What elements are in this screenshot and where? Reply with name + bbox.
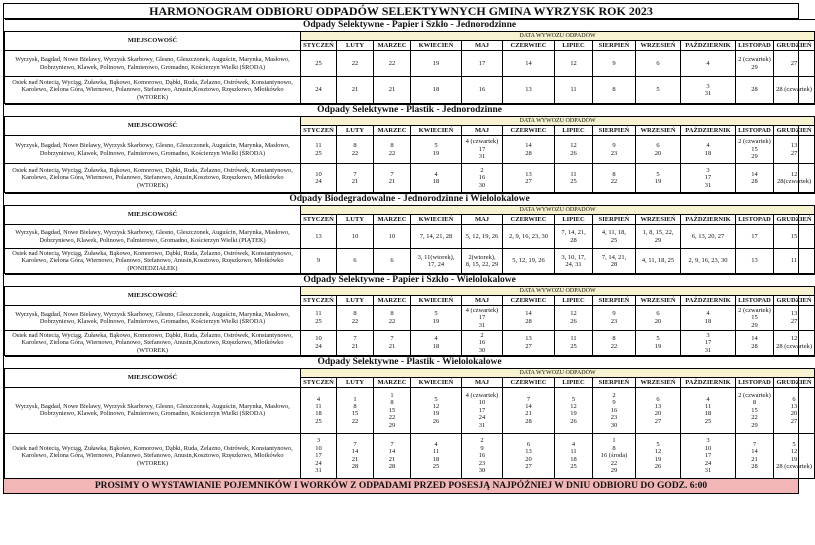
locality-list: Osiek nad Notecią, Wyciąg, Żuławka, Bąkowo, Komorowo, Dąbki, Ruda, Żelazno, Ostrówek, Konstantynowo, Karolewo, Zielona Góra, Wiernowo, Polanowo, Stefanowo, Anusin,Kosztowo, Rzęszkowo, Młotkówko (WTOREK) [5,77,301,104]
month-header: MAJ [462,126,503,136]
pickup-dates-cell: 8 [593,77,636,104]
pickup-dates-cell: 13 [301,225,337,249]
month-header: KWIECIEŃ [411,41,462,51]
pickup-dates-cell: 2 16 30 [462,330,503,355]
pickup-dates-cell: 2, 9, 16, 23, 30 [503,225,555,249]
month-header: WRZESIEŃ [636,126,681,136]
month-header: STYCZEŃ [301,215,337,225]
pickup-dates-cell: 7 14 21 28 [503,387,555,433]
table-row [5,164,815,193]
pickup-dates-cell: 12 28 (czwartek) [774,330,815,355]
pickup-dates-cell: 9 23 [593,305,636,330]
pickup-dates-cell: 7 14 21 28 [736,433,774,478]
pickup-dates-cell: 11 [774,249,815,274]
pickup-dates-cell: 28 [736,77,774,104]
place-column-header: MIEJSCOWOŚĆ [5,32,301,51]
pickup-dates-cell: 4, 11, 18, 25 [593,225,636,249]
pickup-dates-cell: 7 21 [374,330,411,355]
month-header: MARZEC [374,126,411,136]
month-header: CZERWIEC [503,295,555,305]
pickup-dates-cell: 4 18 [411,330,462,355]
pickup-dates-cell: 7, 14, 21, 28 [411,225,462,249]
section-title: Odpady Selektywne - Papier i Szkło - Wielolokalowe [5,274,815,286]
pickup-dates-cell: 4 (czwartek) 17 31 [462,305,503,330]
month-header: LUTY [337,41,374,51]
month-header: LIPIEC [555,215,593,225]
pickup-dates-cell: 2 9 16 23 30 [462,433,503,478]
pickup-dates-cell: 1 8 16 (środa) 22 29 [593,433,636,478]
locality-list: Wyrzysk, Bagdad, Nowe Bielawy, Wyrzysk Skarbowy, Glesno, Gleszczonek, Auguścin, Marynka, Masłowo, Dobrzyniewo, Klawek, Polinowo, Falmierowo, Gromadno, Kościerzyn Wielki (PIĄTEK) [5,225,301,249]
sections-container [4,19,813,479]
section-table [4,104,815,193]
pickup-dates-cell: 15 [774,225,815,249]
pickup-dates-cell: 14 28 [503,305,555,330]
pickup-dates-cell: 7, 14, 21, 28 [555,225,593,249]
pickup-dates-cell: 1 8 15 22 29 [374,387,411,433]
pickup-dates-cell: 10 24 [301,330,337,355]
month-header: MAJ [462,215,503,225]
pickup-dates-cell: 2 16 30 [462,164,503,193]
pickup-dates-cell: 6 20 [636,305,681,330]
pickup-dates-cell: 9 [301,249,337,274]
section-title: Odpady Biodegradowalne - Jednorodzinne i Wielolokalowe [5,194,815,206]
pickup-dates-cell: 4 (czwartek) 17 31 [462,136,503,164]
month-header: LISTOPAD [736,41,774,51]
month-header: LIPIEC [555,295,593,305]
pickup-dates-cell: 2 (czwartek) 15 29 [736,136,774,164]
pickup-dates-cell: 3 10 17 24 31 [681,433,736,478]
month-header: GRUDZIEŃ [774,295,815,305]
pickup-dates-cell: 13 27 [774,305,815,330]
month-header: LUTY [337,126,374,136]
pickup-dates-cell: 3 17 31 [681,330,736,355]
month-header: LISTOPAD [736,377,774,387]
dates-header: DATA WYWOZU ODPADÓW [301,206,815,215]
month-header: WRZESIEŃ [636,215,681,225]
locality-list: Osiek nad Notecią, Wyciąg, Żuławka, Bąkowo, Komorowo, Dąbki, Ruda, Żelazno, Ostrówek, Konstantynowo, Karolewo, Zielona Góra, Wiernowo, Polanowo, Stefanowo, Anusin,Kosztowo, Rzęszkowo, Młotkówko (PONIEDZIAŁEK) [5,249,301,274]
month-header: SIERPIEŃ [593,215,636,225]
dates-header: DATA WYWOZU ODPADÓW [301,368,815,377]
pickup-dates-cell: 2 (czwartek) 8 15 22 29 [736,387,774,433]
month-header: MARZEC [374,295,411,305]
footer-notice: PROSIMY O WYSTAWIANIE POJEMNIKÓW I WORKÓW Z ODPADAMI PRZED POSESJĄ NAJPÓŹNIEJ W DNIU ODBIORU DO GODZ. 6:00 [4,479,798,493]
pickup-dates-cell: 5 12 19 26 [411,387,462,433]
pickup-dates-cell: 12 26 [555,305,593,330]
section-title: Odpady Selektywne - Plastik - Wielolokalowe [5,356,815,368]
pickup-dates-cell: 7 21 [337,164,374,193]
locality-list: Wyrzysk, Bagdad, Nowe Bielawy, Wyrzysk Skarbowy, Glesno, Gleszczonek, Auguścin, Marynka, Masłowo, Dobrzyniewo, Klawek, Polinowo, Falmierowo, Gromadno, Kościerzyn Wielki (ŚRODA) [5,305,301,330]
table-row [5,433,815,478]
pickup-dates-cell: 3, 10, 17, 24, 31 [555,249,593,274]
pickup-dates-cell: 3, 11(wtorek), 17, 24 [411,249,462,274]
table-row [5,387,815,433]
pickup-dates-cell: 5 12 19 26 [555,387,593,433]
pickup-dates-cell: 10 [374,225,411,249]
section-table [4,356,815,479]
page-title: HARMONOGRAM ODBIORU ODPADÓW SELEKTYWNYCH GMINA WYRZYSK ROK 2023 [4,4,798,19]
pickup-dates-cell: 6 13 20 27 [503,433,555,478]
pickup-dates-cell: 18 [411,77,462,104]
month-header: LIPIEC [555,41,593,51]
pickup-dates-cell: 9 23 [593,136,636,164]
pickup-dates-cell: 4 18 [681,305,736,330]
pickup-dates-cell: 5 19 [636,164,681,193]
pickup-dates-cell: 8 22 [374,305,411,330]
pickup-dates-cell: 21 [374,77,411,104]
pickup-dates-cell: 8 22 [337,136,374,164]
pickup-dates-cell: 8 22 [593,164,636,193]
pickup-dates-cell: 14 [503,51,555,77]
pickup-dates-cell: 7 21 [374,164,411,193]
month-header: PAŹDZIERNIK [681,295,736,305]
month-header: KWIECIEŃ [411,295,462,305]
pickup-dates-cell: 12 26 [555,136,593,164]
pickup-dates-cell: 16 [462,77,503,104]
pickup-dates-cell: 2, 9, 16, 23, 30 [681,249,736,274]
month-header: KWIECIEŃ [411,377,462,387]
month-header: LUTY [337,215,374,225]
pickup-dates-cell: 13 [503,77,555,104]
section-table [4,274,815,356]
month-header: LISTOPAD [736,215,774,225]
pickup-dates-cell: 1 8 15 22 [337,387,374,433]
month-header: SIERPIEŃ [593,295,636,305]
month-header: PAŹDZIERNIK [681,126,736,136]
month-header: MAJ [462,41,503,51]
pickup-dates-cell: 5 [636,77,681,104]
table-row [5,77,815,104]
pickup-dates-cell: 7 14 21 28 [337,433,374,478]
month-header: GRUDZIEŃ [774,215,815,225]
month-header: MAJ [462,377,503,387]
month-header: KWIECIEŃ [411,126,462,136]
pickup-dates-cell: 22 [374,51,411,77]
pickup-dates-cell: 4 11 18 25 [411,433,462,478]
dates-header: DATA WYWOZU ODPADÓW [301,286,815,295]
pickup-dates-cell: 6 [636,51,681,77]
pickup-dates-cell: 7, 14, 21, 28 [593,249,636,274]
pickup-dates-cell: 12 28(czwartek) [774,164,815,193]
pickup-dates-cell: 4 11 18 25 [555,433,593,478]
pickup-dates-cell: 5 12 19 28 (czwartek) [774,433,815,478]
section-title: Odpady Selektywne - Papier i Szkło - Jednorodzinne [5,20,815,32]
table-row [5,136,815,164]
month-header: LISTOPAD [736,126,774,136]
pickup-dates-cell: 17 [736,225,774,249]
dates-header: DATA WYWOZU ODPADÓW [301,32,815,41]
pickup-dates-cell: 5, 12, 19, 26 [503,249,555,274]
month-header: SIERPIEŃ [593,126,636,136]
pickup-dates-cell: 8 22 [593,330,636,355]
locality-list: Wyrzysk, Bagdad, Nowe Bielawy, Wyrzysk Skarbowy, Glesno, Gleszczonek, Auguścin, Marynka, Masłowo, Dobrzyniewo, Klawek, Polinowo, Falmierowo, Gromadno, Kościerzyn Wielki (ŚRODA) [5,136,301,164]
pickup-dates-cell: 8 22 [374,136,411,164]
month-header: LUTY [337,377,374,387]
month-header: LIPIEC [555,126,593,136]
pickup-dates-cell: 6 [337,249,374,274]
place-column-header: MIEJSCOWOŚĆ [5,117,301,136]
pickup-dates-cell: 19 [411,51,462,77]
pickup-dates-cell: 9 [593,51,636,77]
month-header: CZERWIEC [503,377,555,387]
month-header: STYCZEŃ [301,126,337,136]
month-header: KWIECIEŃ [411,215,462,225]
month-header: PAŹDZIERNIK [681,215,736,225]
pickup-dates-cell: 25 [301,51,337,77]
pickup-dates-cell: 5 19 [411,305,462,330]
month-header: WRZESIEŃ [636,295,681,305]
pickup-dates-cell: 4, 11, 18, 25 [636,249,681,274]
month-header: CZERWIEC [503,41,555,51]
pickup-dates-cell: 6 13 20 27 [636,387,681,433]
pickup-dates-cell: 13 [736,249,774,274]
pickup-dates-cell: 12 [555,51,593,77]
locality-list: Osiek nad Notecią, Wyciąg, Żuławka, Bąkowo, Komorowo, Dąbki, Ruda, Żelazno, Ostrówek, Konstantynowo, Karolewo, Zielona Góra, Wiernowo, Polanowo, Stefanowo, Anusin,Kosztowo, Rzęszkowo, Młotkówko (WTOREK) [5,164,301,193]
pickup-dates-cell: 5 19 [411,136,462,164]
locality-list: Wyrzysk, Bagdad, Nowe Bielawy, Wyrzysk Skarbowy, Glesno, Gleszczonek, Auguścin, Marynka, Masłowo, Dobrzyniewo, Klawek, Polinowo, Falmierowo, Gromadno, Kościerzyn Wielki (ŚRODA) [5,387,301,433]
locality-list: Wyrzysk, Bagdad, Nowe Bielawy, Wyrzysk Skarbowy, Glesno, Gleszczonek, Auguścin, Marynka, Masłowo, Dobrzyniewo, Klawek, Polinowo, Falmierowo, Gromadno, Kościerzyn Wielki (ŚRODA) [5,51,301,77]
month-header: STYCZEŃ [301,377,337,387]
pickup-dates-cell: 6 13 20 27 [774,387,815,433]
table-row [5,249,815,274]
month-header: MARZEC [374,377,411,387]
month-header: STYCZEŃ [301,295,337,305]
pickup-dates-cell: 28 (czwartek) [774,77,815,104]
table-row [5,51,815,77]
pickup-dates-cell: 1, 8, 15, 22, 29 [636,225,681,249]
pickup-dates-cell: 6 [374,249,411,274]
place-column-header: MIEJSCOWOŚĆ [5,368,301,387]
pickup-dates-cell: 4 11 18 25 [301,387,337,433]
pickup-dates-cell: 7 21 [337,330,374,355]
month-header: GRUDZIEŃ [774,377,815,387]
month-header: LISTOPAD [736,295,774,305]
pickup-dates-cell: 11 25 [555,330,593,355]
pickup-dates-cell: 5 12 19 26 [636,433,681,478]
pickup-dates-cell: 11 [555,77,593,104]
pickup-dates-cell: 3 31 [681,77,736,104]
month-header: MARZEC [374,41,411,51]
month-header: STYCZEŃ [301,41,337,51]
pickup-dates-cell: 6, 13, 20, 27 [681,225,736,249]
pickup-dates-cell: 13 27 [774,136,815,164]
section-title: Odpady Selektywne - Plastik - Jednorodzinne [5,105,815,117]
month-header: SIERPIEŃ [593,41,636,51]
month-header: PAŹDZIERNIK [681,377,736,387]
table-row [5,305,815,330]
month-header: SIERPIEŃ [593,377,636,387]
pickup-dates-cell: 13 27 [503,330,555,355]
place-column-header: MIEJSCOWOŚĆ [5,286,301,305]
table-row [5,330,815,355]
month-header: LIPIEC [555,377,593,387]
pickup-dates-cell: 3 17 31 [681,164,736,193]
locality-list: Osiek nad Notecią, Wyciąg, Żuławka, Bąkowo, Komorowo, Dąbki, Ruda, Żelazno, Ostrówek, Konstantynowo, Karolewo, Zielona Góra, Wiernowo, Polanowo, Stefanowo, Anusin,Kosztowo, Rzęszkowo, Młotkówko (WTOREK) [5,330,301,355]
pickup-dates-cell: 3 10 17 24 31 [301,433,337,478]
month-header: PAŹDZIERNIK [681,41,736,51]
pickup-dates-cell: 4 (czwartek) 10 17 24 31 [462,387,503,433]
pickup-dates-cell: 4 [681,51,736,77]
locality-list: Osiek nad Notecią, Wyciąg, Żuławka, Bąkowo, Komorowo, Dąbki, Ruda, Żelazno, Ostrówek, Konstantynowo, Karolewo, Zielona Góra, Wiernowo, Polanowo, Stefanowo, Anusin,Kosztowo, Rzęszkowo, Młotkówko (WTOREK) [5,433,301,478]
month-header: LUTY [337,295,374,305]
pickup-dates-cell: 2 (czwartek) 29 [736,51,774,77]
pickup-dates-cell: 24 [301,77,337,104]
pickup-dates-cell: 10 24 [301,164,337,193]
pickup-dates-cell: 14 28 [503,136,555,164]
month-header: MARZEC [374,215,411,225]
pickup-dates-cell: 11 25 [555,164,593,193]
pickup-dates-cell: 21 [337,77,374,104]
month-header: CZERWIEC [503,215,555,225]
pickup-dates-cell: 6 20 [636,136,681,164]
pickup-dates-cell: 4 11 18 25 [681,387,736,433]
schedule-sheet [3,3,813,494]
pickup-dates-cell: 7 14 21 28 [374,433,411,478]
pickup-dates-cell: 17 [462,51,503,77]
month-header: GRUDZIEŃ [774,126,815,136]
pickup-dates-cell: 2(wtorek), 8, 15, 22, 29 [462,249,503,274]
pickup-dates-cell: 14 28 [736,164,774,193]
pickup-dates-cell: 13 27 [503,164,555,193]
pickup-dates-cell: 11 25 [301,136,337,164]
pickup-dates-cell: 10 [337,225,374,249]
pickup-dates-cell: 2 9 16 23 30 [593,387,636,433]
pickup-dates-cell: 22 [337,51,374,77]
month-header: MAJ [462,295,503,305]
month-header: CZERWIEC [503,126,555,136]
section-table [4,19,815,104]
place-column-header: MIEJSCOWOŚĆ [5,206,301,225]
pickup-dates-cell: 27 [774,51,815,77]
pickup-dates-cell: 2 (czwartek) 15 29 [736,305,774,330]
pickup-dates-cell: 4 18 [411,164,462,193]
dates-header: DATA WYWOZU ODPADÓW [301,117,815,126]
section-table [4,193,815,274]
pickup-dates-cell: 11 25 [301,305,337,330]
pickup-dates-cell: 5 19 [636,330,681,355]
month-header: WRZESIEŃ [636,41,681,51]
month-header: WRZESIEŃ [636,377,681,387]
pickup-dates-cell: 8 22 [337,305,374,330]
month-header: GRUDZIEŃ [774,41,815,51]
pickup-dates-cell: 5, 12, 19, 26 [462,225,503,249]
table-row [5,225,815,249]
pickup-dates-cell: 4 18 [681,136,736,164]
pickup-dates-cell: 14 28 [736,330,774,355]
